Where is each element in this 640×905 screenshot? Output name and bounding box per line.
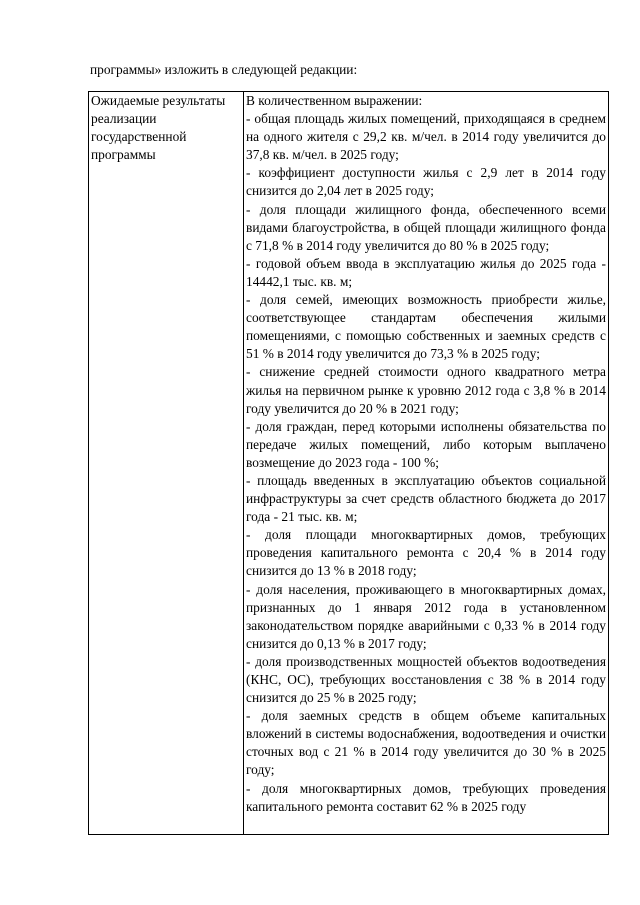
- label-text: Ожидаемые результаты реализации государственной программы: [91, 93, 226, 163]
- result-item: - снижение средней стоимости одного квадратного метра жилья на первичном рынке к уровню 2012 года с 3,8 % в 2014 году увеличится до 20 % в 2021 году;: [246, 364, 606, 416]
- result-item: - доля производственных мощностей объектов водоотведения (КНС, ОС), требующих восстановления с 38 % в 2014 году снизится до 25 % в 2025 году;: [246, 653, 606, 706]
- result-item: - доля населения, проживающего в многоквартирных домах, признанных до 1 января 2012 года в установленном законодательством порядке аварийными с 0,33 % в 2014 году снизится до 0,13 % в 2017 году;: [246, 581, 606, 651]
- result-item: - общая площадь жилых помещений, приходящаяся в среднем на одного жителя с 29,2 кв. м/чел. в 2014 году увеличится до 37,8 кв. м/чел. в 2025 году;: [246, 111, 606, 163]
- result-item: - коэффициент доступности жилья с 2,9 лет в 2014 году снизится до 2,04 лет в 2025 году;: [246, 165, 606, 199]
- result-item: - площадь введенных в эксплуатацию объектов социальной инфраструктуры за счет средств областного бюджета до 2017 года - 21 тыс. кв. м;: [246, 472, 606, 525]
- result-item: - доля заемных средств в общем объеме капитальных вложений в системы водоснабжения, водоотведения и очистки сточных вод с 21 % в 2014 году увеличится до 30 % в 2025 году;: [246, 708, 606, 778]
- result-item: - доля многоквартирных домов, требующих проведения капитального ремонта составит 62 % в 2025 году: [246, 780, 606, 814]
- label-cell: [89, 92, 244, 835]
- value-heading: В количественном выражении:: [246, 93, 423, 108]
- result-item: - доля семей, имеющих возможность приобрести жилье, соответствующее стандартам обеспечения жилыми помещениями, с помощью собственных и заемных средств с 51 % в 2014 году увеличится до 73,3 % в 2025 году;: [246, 292, 606, 362]
- result-item: - доля граждан, перед которыми исполнены обязательства по передаче жилых помещений, либо которым выплачено возмещение до 2023 года - 100 %;: [246, 418, 606, 470]
- intro-paragraph: программы» изложить в следующей редакции:: [90, 62, 358, 77]
- program-results-table: [88, 91, 609, 835]
- table-row: [89, 92, 609, 835]
- value-cell: [244, 92, 609, 835]
- result-item: - доля площади жилищного фонда, обеспеченного всеми видами благоустройства, в общей площади жилищного фонда с 71,8 % в 2014 году увеличится до 80 % в 2025 году;: [246, 201, 606, 253]
- result-item: - годовой объем ввода в эксплуатацию жилья до 2025 года - 14442,1 тыс. кв. м;: [246, 255, 606, 289]
- result-item: - доля площади многоквартирных домов, требующих проведения капитального ремонта с 20,4 % в 2014 году снизится до 13 % в 2018 году;: [246, 527, 606, 579]
